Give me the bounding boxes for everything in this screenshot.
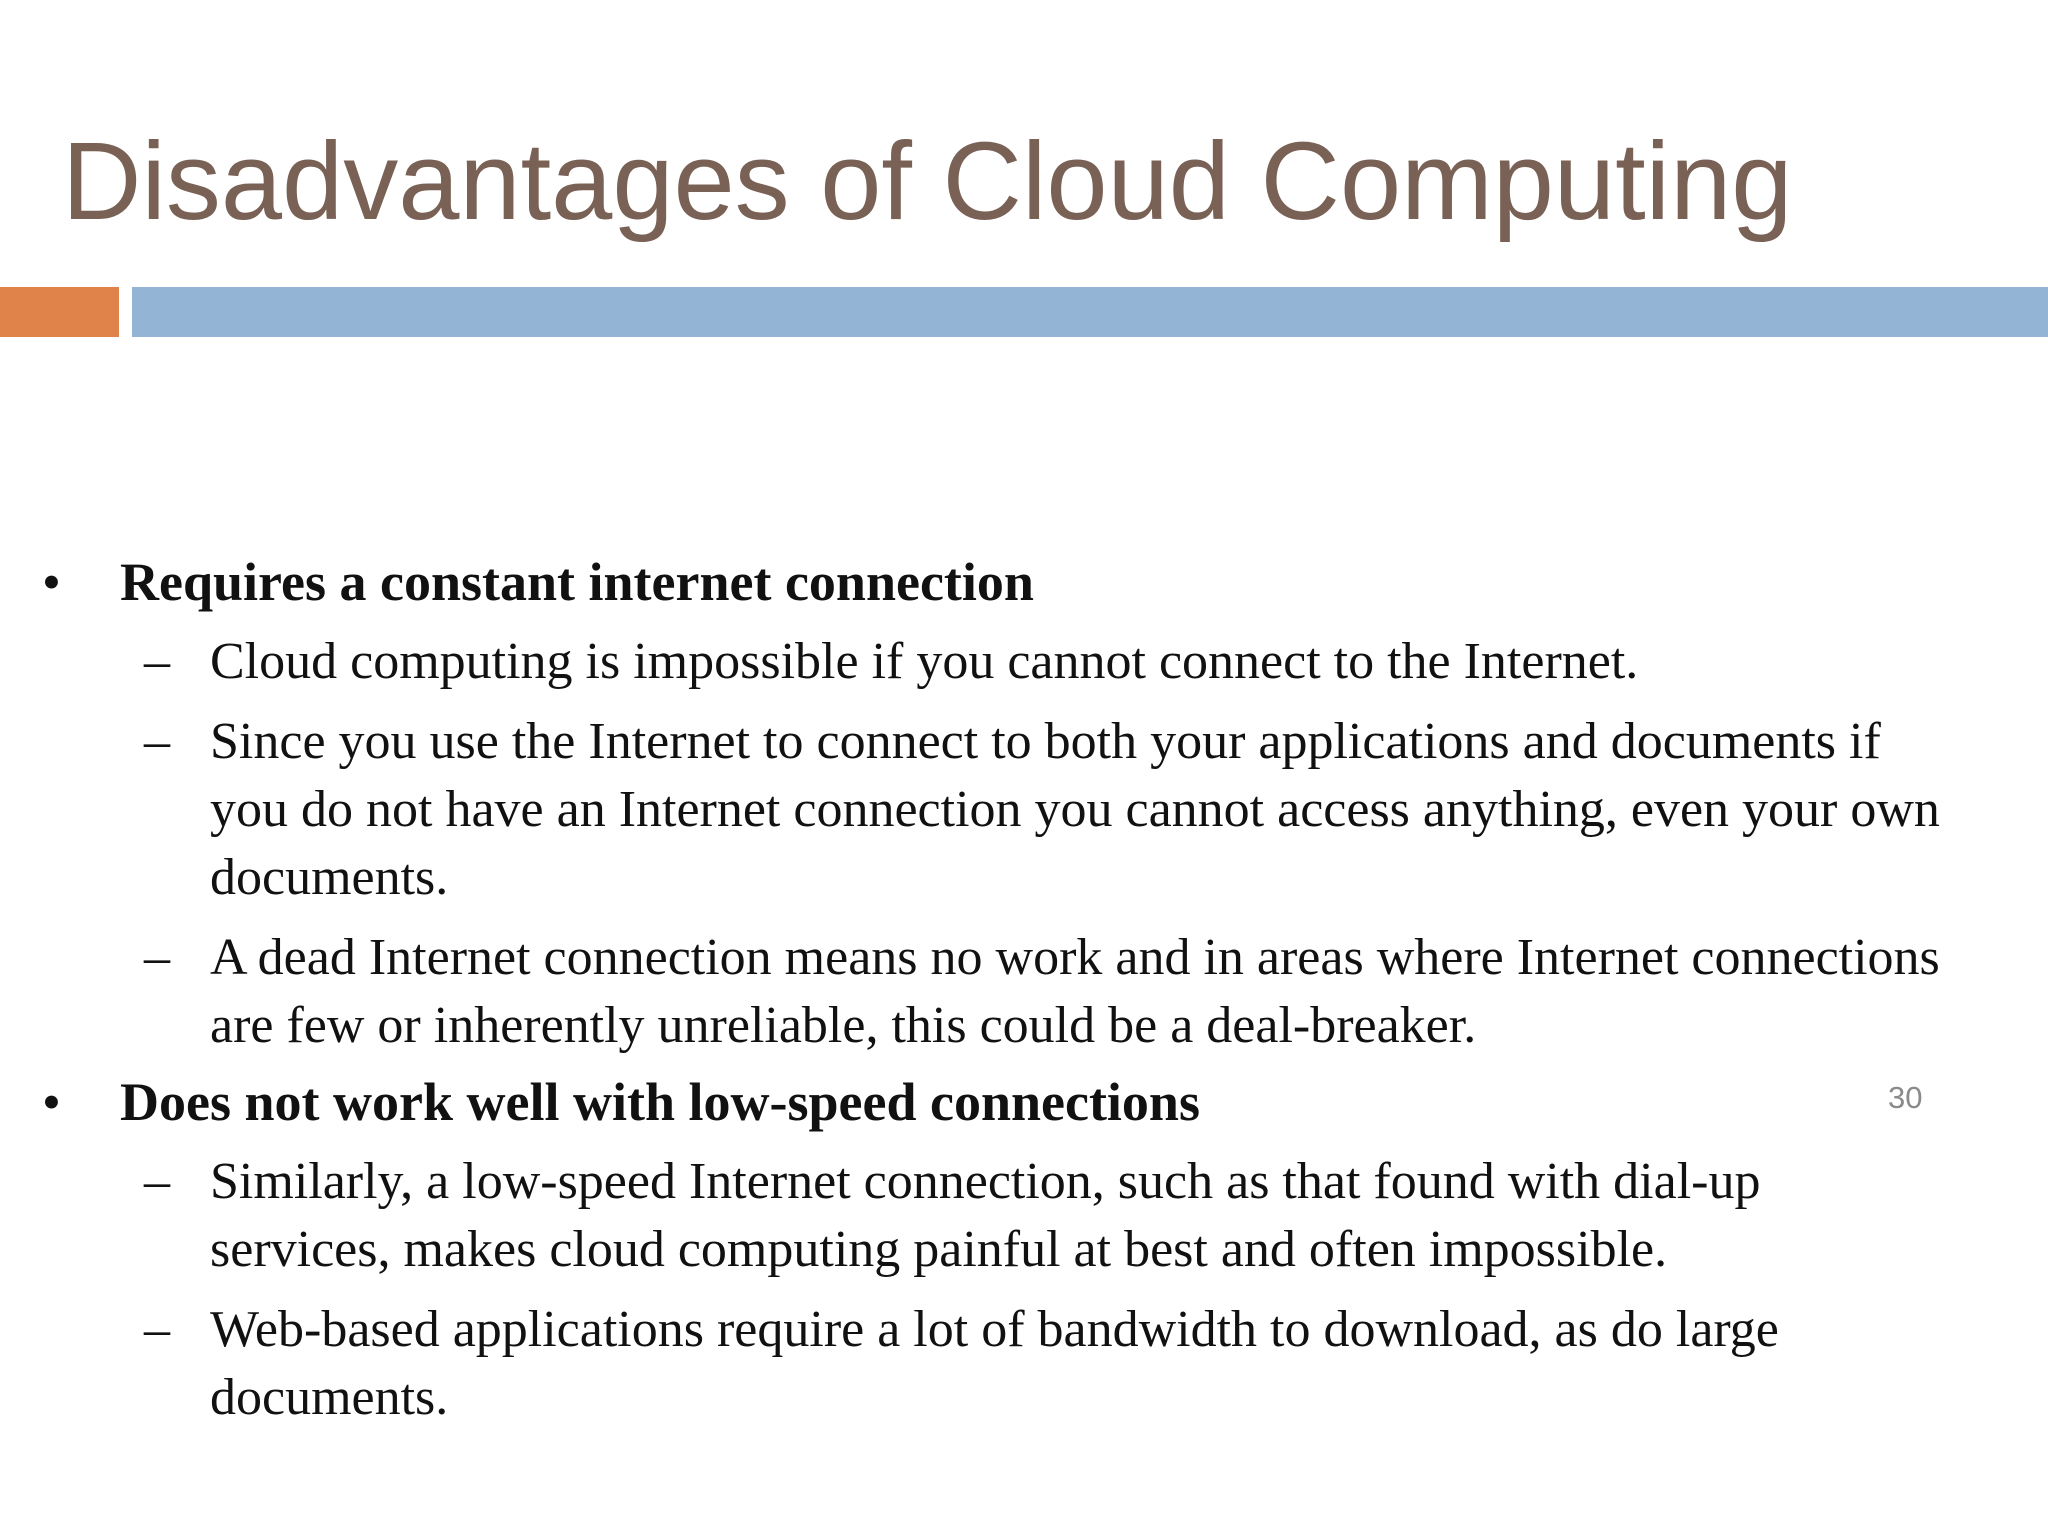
bullet-heading: Requires a constant internet connection xyxy=(120,552,1034,612)
sub-bullet-text: Cloud computing is impossible if you cannot connect to the Internet. xyxy=(210,633,1639,690)
sub-bullet-mark: – xyxy=(144,633,170,690)
slide-title: Disadvantages of Cloud Computing xyxy=(62,120,1793,243)
page-number: 30 xyxy=(1888,1080,1923,1115)
sub-bullet-text: Web-based applications require a lot of bandwidth to download, as do large documents. xyxy=(210,1301,1779,1426)
sub-bullet-mark: – xyxy=(144,929,170,986)
slide-content xyxy=(0,540,2048,1432)
sub-bullet-text: Similarly, a low-speed Internet connection, such as that found with dial-up services, makes cloud computing painful at best and often impossible. xyxy=(210,1153,1761,1278)
accent-bar-blue xyxy=(132,287,2048,337)
bullet-item xyxy=(0,1068,2048,1136)
sub-bullet-item xyxy=(0,708,1950,912)
sub-bullet-mark: – xyxy=(144,1153,170,1210)
sub-bullet-item xyxy=(0,1296,1950,1432)
sub-bullet-item xyxy=(0,628,1950,696)
accent-bar-orange xyxy=(0,287,119,337)
sub-bullet-text: Since you use the Internet to connect to both your applications and documents if you do not have an Internet connection you cannot access anything, even your own documents. xyxy=(210,713,1940,906)
sub-bullet-item xyxy=(0,1148,1950,1284)
sub-bullet-mark: – xyxy=(144,713,170,770)
bullet-mark: • xyxy=(42,552,61,612)
bullet-item xyxy=(0,548,2048,616)
sub-bullet-text: A dead Internet connection means no work and in areas where Internet connections are few or inherently unreliable, this could be a deal-breaker. xyxy=(210,929,1940,1054)
sub-bullet-mark: – xyxy=(144,1301,170,1358)
bullet-mark: • xyxy=(42,1072,61,1132)
bullet-heading: Does not work well with low-speed connections xyxy=(120,1072,1200,1132)
sub-bullet-item xyxy=(0,924,1950,1060)
